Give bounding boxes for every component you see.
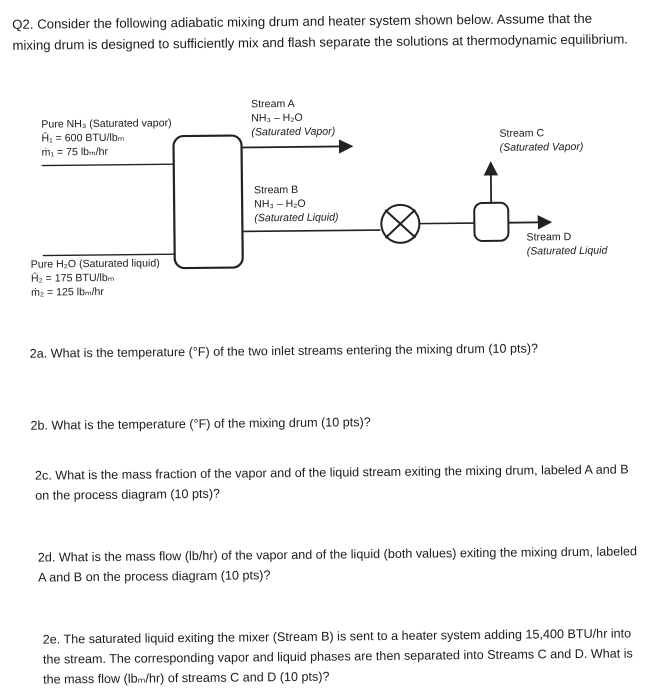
inlet-2-flow: ṁ₂ = 125 lbₘ/hr (31, 285, 104, 299)
inlet-2-enthalpy: Ĥ₂ = 175 BTU/lbₘ (30, 271, 115, 285)
part-2e: 2e. The saturated liquid exiting the mixer (Stream B) is sent to a heater system adding 15,400 BTU/hr into the stream. The corresponding vapor and liquid phases are then separated into Streams C and D. What is the mass flow (lbₘ/hr) of streams C and D (10 pts)? (42, 626, 633, 687)
part-2d: 2d. What is the mass flow (lb/hr) of the vapor and of the liquid (both values) exiting the mixing drum, labeled A and B on the process diagram (10 pts)? (37, 544, 638, 585)
stream-a-arrow (242, 146, 352, 147)
question-intro: Q2. Consider the following adiabatic mixing drum and heater system shown below. Assume that the mixing drum is designed to sufficiently mix and flash separate the solutions at thermodynamic equilibrium. (12, 10, 629, 53)
stream-b-line (242, 230, 380, 231)
part-2b: 2b. What is the temperature (°F) of the mixing drum (10 pts)? (30, 415, 371, 433)
inlet-1-line (42, 164, 174, 165)
valve-icon (381, 205, 419, 243)
stream-c-state: (Saturated Vapor) (499, 140, 584, 154)
inlet-1-enthalpy: Ĥ₁ = 600 BTU/lbₘ (41, 131, 125, 145)
stream-b-state: (Saturated Liquid) (254, 211, 339, 225)
stream-d-state: (Saturated Liquid (526, 244, 608, 258)
stream-a-state: (Saturated Vapor) (251, 125, 336, 139)
stream-b-species: NH₃ – H₂O (254, 197, 306, 211)
inlet-1-flow: ṁ₁ = 75 lbₘ/hr (41, 145, 109, 159)
inlet-1-name: Pure NH₃ (Saturated vapor) (41, 117, 172, 131)
stream-c-title: Stream C (499, 127, 545, 140)
stream-a-species: NH₃ – H₂O (251, 111, 303, 125)
stream-b-title: Stream B (253, 183, 299, 197)
mixing-drum (173, 135, 242, 268)
stream-a-title: Stream A (251, 97, 295, 111)
valve-to-heater-line (419, 223, 474, 224)
inlet-2-name: Pure H₂O (Saturated liquid) (30, 257, 160, 271)
inlet-2-line (43, 254, 175, 255)
heater-separator (474, 203, 508, 241)
part-2c: 2c. What is the mass fraction of the vapor and of the liquid stream exiting the mixing drum, labeled A and B on the process diagram (10 pts)? (34, 462, 629, 503)
part-2a: 2a. What is the temperature (°F) of the two inlet streams entering the mixing drum (10 pts)? (29, 341, 539, 361)
stream-d-title: Stream D (526, 231, 572, 244)
